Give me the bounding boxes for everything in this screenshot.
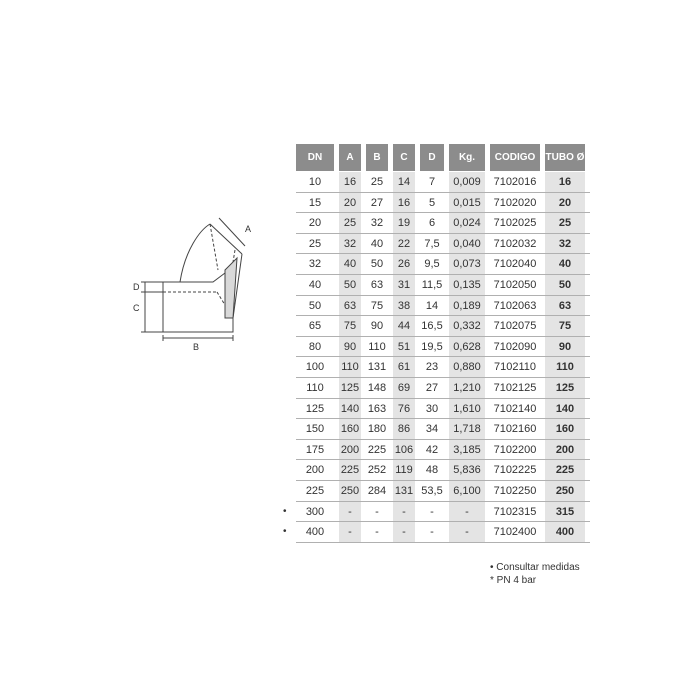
cell-tubo: 32 xyxy=(545,234,585,254)
cell-d: 11,5 xyxy=(421,278,443,291)
cell-dn: 100 xyxy=(305,361,325,374)
cell-codigo: 7102400 xyxy=(493,526,537,539)
cell-a: 250 xyxy=(339,481,361,501)
cell-a: 63 xyxy=(339,296,361,316)
cell-kg: 1,718 xyxy=(449,419,485,439)
elbow-diagram xyxy=(125,210,275,355)
cell-tubo: 110 xyxy=(545,357,585,377)
row-marker: • xyxy=(283,526,287,538)
cell-tubo: 40 xyxy=(545,254,585,274)
cell-c: 31 xyxy=(393,275,415,295)
footnotes xyxy=(490,561,580,587)
header-codigo: CODIGO xyxy=(490,144,540,171)
cell-kg: 0,015 xyxy=(449,193,485,213)
cell-d: 7 xyxy=(428,176,436,188)
cell-c: 106 xyxy=(393,440,415,460)
cell-a: 25 xyxy=(339,213,361,233)
cell-codigo: 7102315 xyxy=(493,505,537,518)
cell-kg: 0,040 xyxy=(449,234,485,254)
cell-dn: 80 xyxy=(308,340,322,353)
cell-dn: 400 xyxy=(305,526,325,539)
cell-a: 20 xyxy=(339,193,361,213)
header-dn: DN xyxy=(296,144,334,171)
cell-d: 48 xyxy=(425,464,439,477)
cell-codigo: 7102032 xyxy=(493,237,537,250)
cell-tubo: 250 xyxy=(545,481,585,501)
note-consult-measures: • Consultar medidas xyxy=(490,562,580,573)
table-row xyxy=(280,254,590,275)
cell-c: 16 xyxy=(393,193,415,213)
row-marker: • xyxy=(283,505,287,517)
cell-codigo: 7102125 xyxy=(493,381,537,394)
header-tubo: TUBO Ø xyxy=(545,144,585,171)
dimension-label-d: D xyxy=(133,282,140,292)
cell-c: 69 xyxy=(393,378,415,398)
cell-a: 110 xyxy=(339,357,361,377)
cell-a: 160 xyxy=(339,419,361,439)
header-a: A xyxy=(339,144,361,171)
cell-kg: 1,610 xyxy=(449,399,485,419)
table-header-row xyxy=(280,144,590,172)
cell-codigo: 7102020 xyxy=(493,196,537,209)
table-row xyxy=(280,275,590,296)
cell-tubo: 160 xyxy=(545,419,585,439)
cell-codigo: 7102063 xyxy=(493,299,537,312)
cell-dn: 200 xyxy=(305,464,325,477)
cell-tubo: 90 xyxy=(545,337,585,357)
cell-codigo: 7102090 xyxy=(493,340,537,353)
cell-b: 32 xyxy=(370,217,384,230)
cell-b: 90 xyxy=(370,320,384,333)
cell-dn: 20 xyxy=(308,217,322,230)
cell-d: 34 xyxy=(425,423,439,436)
header-c: C xyxy=(393,144,415,171)
cell-kg: - xyxy=(449,502,485,522)
cell-d: 5 xyxy=(428,196,436,209)
header-b: B xyxy=(366,144,388,171)
cell-d: 53,5 xyxy=(421,484,443,497)
cell-a: 140 xyxy=(339,399,361,419)
cell-d: 6 xyxy=(428,217,436,230)
table-row xyxy=(280,316,590,337)
cell-kg: 1,210 xyxy=(449,378,485,398)
table-row xyxy=(280,481,590,502)
cell-codigo: 7102016 xyxy=(493,176,537,188)
cell-c: - xyxy=(393,502,415,522)
cell-dn: 15 xyxy=(308,196,322,209)
cell-a: 200 xyxy=(339,440,361,460)
cell-c: 22 xyxy=(393,234,415,254)
cell-codigo: 7102110 xyxy=(493,361,536,374)
cell-kg: 0,332 xyxy=(449,316,485,336)
table-row xyxy=(280,296,590,317)
cell-b: - xyxy=(375,505,379,518)
header-kg: Kg. xyxy=(449,144,485,171)
cell-d: 19,5 xyxy=(421,340,443,353)
cell-d: 27 xyxy=(425,381,439,394)
cell-b: 163 xyxy=(367,402,387,415)
table-row xyxy=(280,522,590,543)
cell-codigo: 7102160 xyxy=(493,423,537,436)
note-pressure: * PN 4 bar xyxy=(490,575,537,586)
cell-kg: 0,189 xyxy=(449,296,485,316)
cell-c: 61 xyxy=(393,357,415,377)
cell-tubo: 125 xyxy=(545,378,585,398)
table-row xyxy=(280,419,590,440)
cell-tubo: 16 xyxy=(545,172,585,192)
cell-a: 125 xyxy=(339,378,361,398)
cell-c: 76 xyxy=(393,399,415,419)
cell-dn: 125 xyxy=(305,402,325,415)
cell-b: 27 xyxy=(370,196,384,209)
cell-c: 26 xyxy=(393,254,415,274)
cell-dn: 225 xyxy=(305,484,325,497)
cell-d: 14 xyxy=(425,299,439,312)
cell-dn: 32 xyxy=(308,258,322,271)
cell-codigo: 7102050 xyxy=(493,278,537,291)
cell-tubo: 225 xyxy=(545,460,585,480)
cell-d: 9,5 xyxy=(424,258,440,271)
table-row xyxy=(280,460,590,481)
cell-kg: 3,185 xyxy=(449,440,485,460)
cell-a: 225 xyxy=(339,460,361,480)
cell-kg: - xyxy=(449,522,485,542)
cell-codigo: 7102025 xyxy=(493,217,537,230)
cell-a: - xyxy=(339,502,361,522)
cell-codigo: 7102040 xyxy=(493,258,537,271)
cell-codigo: 7102200 xyxy=(493,443,537,456)
table-row xyxy=(280,440,590,461)
table-row xyxy=(280,193,590,214)
cell-b: 131 xyxy=(367,361,387,374)
cell-b: 25 xyxy=(370,176,384,188)
cell-tubo: 200 xyxy=(545,440,585,460)
cell-b: - xyxy=(375,526,379,539)
cell-b: 50 xyxy=(370,258,384,271)
cell-dn: 110 xyxy=(306,381,324,394)
row-divider xyxy=(296,542,590,543)
cell-c: 44 xyxy=(393,316,415,336)
table-body xyxy=(280,172,590,543)
cell-codigo: 7102075 xyxy=(493,320,537,333)
table-row xyxy=(280,337,590,358)
cell-tubo: 75 xyxy=(545,316,585,336)
cell-dn: 10 xyxy=(308,176,322,188)
cell-kg: 0,628 xyxy=(449,337,485,357)
cell-a: 50 xyxy=(339,275,361,295)
table-row xyxy=(280,502,590,523)
dimension-label-a: A xyxy=(245,224,252,234)
cell-d: 23 xyxy=(425,361,439,374)
cell-kg: 0,135 xyxy=(449,275,485,295)
cell-b: 225 xyxy=(367,443,387,456)
table-row xyxy=(280,378,590,399)
cell-a: - xyxy=(339,522,361,542)
cell-dn: 40 xyxy=(308,278,322,291)
cell-b: 110 xyxy=(368,340,386,353)
cell-codigo: 7102225 xyxy=(493,464,537,477)
cell-dn: 25 xyxy=(308,237,322,250)
cell-b: 284 xyxy=(367,484,387,497)
table-row xyxy=(280,172,590,193)
cell-d: 16,5 xyxy=(421,320,443,333)
cell-kg: 0,024 xyxy=(449,213,485,233)
cell-b: 75 xyxy=(370,299,384,312)
cell-c: 131 xyxy=(393,481,415,501)
cell-c: 14 xyxy=(393,172,415,192)
cell-tubo: 315 xyxy=(545,502,585,522)
cell-d: - xyxy=(430,526,434,539)
cell-tubo: 400 xyxy=(545,522,585,542)
cell-dn: 50 xyxy=(308,299,322,312)
cell-c: 51 xyxy=(393,337,415,357)
cell-kg: 0,880 xyxy=(449,357,485,377)
cell-a: 32 xyxy=(339,234,361,254)
cell-a: 40 xyxy=(339,254,361,274)
cell-b: 40 xyxy=(370,237,384,250)
cell-codigo: 7102140 xyxy=(493,402,537,415)
cell-a: 16 xyxy=(339,172,361,192)
table-row xyxy=(280,357,590,378)
cell-d: 30 xyxy=(425,402,439,415)
cell-c: 38 xyxy=(393,296,415,316)
cell-tubo: 63 xyxy=(545,296,585,316)
cell-dn: 300 xyxy=(305,505,325,518)
cell-c: - xyxy=(393,522,415,542)
dimensions-table xyxy=(280,144,590,543)
table-row xyxy=(280,234,590,255)
dimension-label-c: C xyxy=(133,303,140,313)
cell-c: 86 xyxy=(393,419,415,439)
cell-a: 90 xyxy=(339,337,361,357)
cell-d: 42 xyxy=(425,443,439,456)
cell-b: 252 xyxy=(367,464,387,477)
cell-b: 148 xyxy=(367,381,387,394)
table-row xyxy=(280,399,590,420)
cell-b: 180 xyxy=(367,423,387,436)
table-row xyxy=(280,213,590,234)
cell-kg: 0,009 xyxy=(449,172,485,192)
cell-b: 63 xyxy=(370,278,384,291)
dimension-label-b: B xyxy=(193,342,200,352)
cell-kg: 6,100 xyxy=(449,481,485,501)
cell-c: 119 xyxy=(393,460,415,480)
cell-dn: 65 xyxy=(308,320,322,333)
cell-tubo: 140 xyxy=(545,399,585,419)
cell-d: - xyxy=(430,505,434,518)
cell-codigo: 7102250 xyxy=(493,484,537,497)
cell-c: 19 xyxy=(393,213,415,233)
header-d: D xyxy=(420,144,444,171)
cell-d: 7,5 xyxy=(424,237,440,250)
cell-tubo: 20 xyxy=(545,193,585,213)
cell-dn: 150 xyxy=(305,423,325,436)
cell-kg: 5,836 xyxy=(449,460,485,480)
cell-kg: 0,073 xyxy=(449,254,485,274)
cell-a: 75 xyxy=(339,316,361,336)
cell-dn: 175 xyxy=(305,443,325,456)
cell-tubo: 25 xyxy=(545,213,585,233)
cell-tubo: 50 xyxy=(545,275,585,295)
